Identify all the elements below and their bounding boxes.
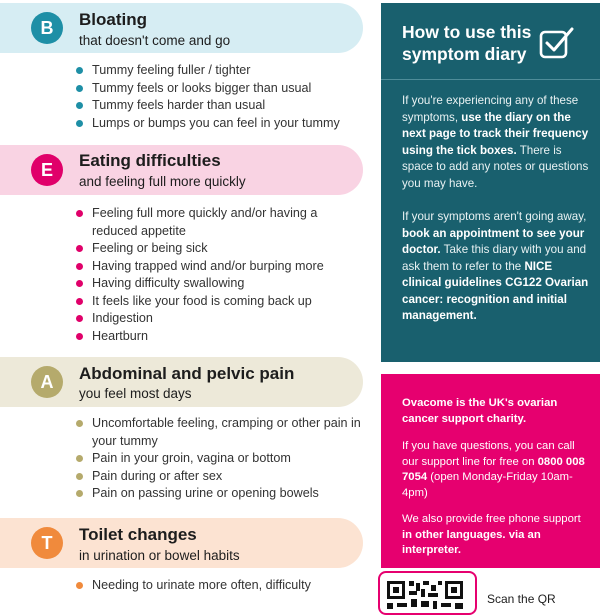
section-t-symptom-list [76,577,366,595]
symptom-text: Tummy feeling fuller / tighter [92,63,251,77]
bullet-dot-icon [76,490,83,497]
symptom-item [76,485,366,503]
qr-caption: Scan the QR [487,592,556,606]
bullet-dot-icon [76,67,83,74]
symptom-item [76,415,366,450]
support-line-text: If you have questions, you can call our support line for free on [402,440,575,468]
section-b-subtitle: that doesn't come and go [79,33,231,48]
bullet-dot-icon [76,455,83,462]
section-e-title: Eating difficulties [79,151,221,170]
doctor-advice-paragraph [402,209,592,325]
bullet-dot-icon [76,315,83,322]
bullet-dot-icon [76,245,83,252]
section-b-title: Bloating [79,10,147,29]
section-t-subtitle: in urination or bowel habits [79,548,240,563]
symptom-text: Pain on passing urine or opening bowels [92,486,319,500]
symptom-item [76,328,366,346]
support-heading: Ovacome is the UK's ovarian cancer support charity. [402,397,558,425]
section-t-title: Toilet changes [79,525,197,544]
symptom-item [76,450,366,468]
usage-text-bold: use the diary on the next page to track their frequency using the tick boxes. [402,110,589,157]
section-a-title: Abdominal and pelvic pain [79,364,295,383]
support-line-paragraph [402,439,592,501]
symptom-item [76,275,366,293]
language-support-bold: in other languages. via an interpreter. [402,528,541,556]
bullet-dot-icon [76,420,83,427]
symptom-text: Pain during or after sex [92,468,223,483]
support-hours: (open Monday-Friday 10am-4pm) [402,471,573,499]
letter-b-badge: B [31,12,63,44]
checkbox-tick-icon [539,26,575,60]
symptom-item [76,258,366,276]
symptom-text: Tummy feels harder than usual [92,98,266,112]
qr-code-frame [378,571,477,615]
letter-t-badge: T [31,527,63,559]
bullet-dot-icon [76,280,83,287]
letter-a-badge: A [31,366,63,398]
usage-text: If you're experiencing any of these symptoms, [402,94,579,124]
symptom-item [76,468,366,486]
symptom-item [76,577,366,595]
bullet-dot-icon [76,120,83,127]
symptom-text: Pain in your groin, vagina or bottom [92,451,291,465]
diary-usage-paragraph [402,93,592,192]
symptom-text: Lumps or bumps you can feel in your tummy [92,115,340,130]
advice-text-mid: Take this diary with you and ask them to refer to the [402,243,587,273]
section-e-symptom-list [76,205,366,345]
symptom-text: Tummy feels or looks bigger than usual [92,80,312,95]
section-a-subtitle: you feel most days [79,386,192,401]
letter-e-badge: E [31,154,63,186]
symptom-item [76,97,366,115]
symptom-text: Having difficulty swallowing [92,276,245,290]
section-a-symptom-list [76,415,366,503]
support-info-panel [381,374,600,568]
section-e-subtitle: and feeling full more quickly [79,174,246,189]
support-phone-number[interactable]: 0800 008 7054 [402,455,585,483]
symptom-item [76,240,366,258]
symptom-text: Indigestion [92,311,153,325]
bullet-dot-icon [76,85,83,92]
symptom-item [76,293,366,311]
symptom-text: Having trapped wind and/or burping more [92,258,324,273]
advice-text: If your symptoms aren't going away, [402,210,587,223]
panel-divider [381,79,600,80]
symptom-text: Feeling full more quickly and/or having a reduced appetite [92,206,318,238]
symptom-item [76,310,366,328]
symptom-item [76,62,366,80]
symptom-item [76,205,366,240]
symptom-text: It feels like your food is coming back up [92,293,312,308]
language-support-paragraph [402,512,592,559]
bullet-dot-icon [76,298,83,305]
symptom-text: Feeling or being sick [92,241,208,255]
symptom-item [76,80,366,98]
panel-title: How to use this symptom diary [402,22,532,64]
bullet-dot-icon [76,102,83,109]
symptom-item [76,115,366,133]
symptom-text: Heartburn [92,328,149,343]
language-support-text: We also provide free phone support [402,513,581,525]
symptom-text: Uncomfortable feeling, cramping or other pain in your tummy [92,416,361,448]
symptom-text: Needing to urinate more often, difficulty [92,578,311,592]
bullet-dot-icon [76,473,83,480]
advice-text-bold: book an appointment to see your doctor. [402,226,585,256]
nice-guideline-reference: NICE clinical guidelines CG122 Ovarian cancer: recognition and initial management. [402,259,589,322]
usage-text-tail: There is space to add any notes or questions you may have. [402,143,589,190]
section-b-symptom-list [76,62,366,132]
qr-code-icon [385,579,465,611]
bullet-dot-icon [76,333,83,340]
bullet-dot-icon [76,210,83,217]
bullet-dot-icon [76,263,83,270]
bullet-dot-icon [76,582,83,589]
diary-instructions-panel [381,3,600,362]
